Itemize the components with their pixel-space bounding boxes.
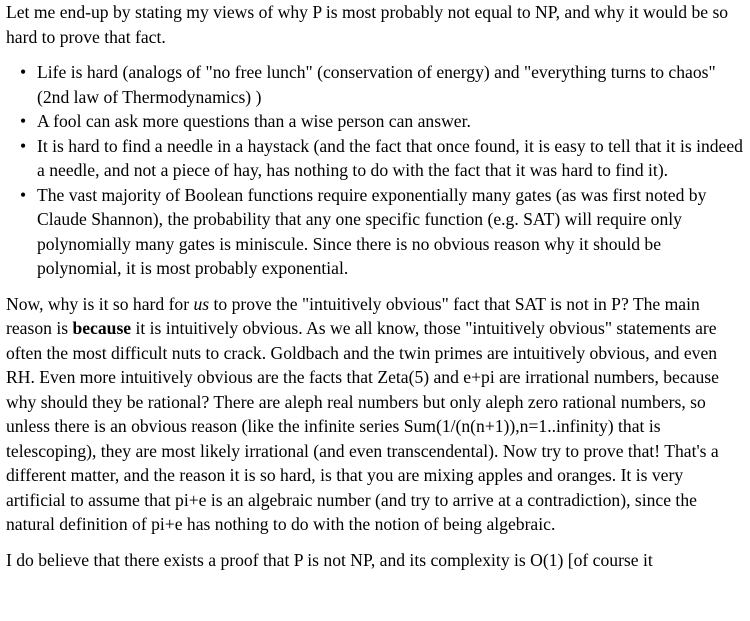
intro-paragraph: Let me end-up by stating my views of why P is most probably not equal to NP, and why it would be so hard to prove that fact. xyxy=(6,2,729,47)
list-item xyxy=(20,109,746,134)
list-item xyxy=(20,134,746,183)
list-item xyxy=(20,60,746,109)
bullet-icon: • xyxy=(20,111,27,131)
bullet-icon: • xyxy=(20,135,27,156)
bullet-icon: • xyxy=(20,184,27,205)
emphasis-us: us xyxy=(193,293,210,314)
list-item xyxy=(20,183,746,281)
para2-text-b: to prove the "intuitively obvious" fact that SAT is not in P? The main reason is xyxy=(6,293,700,338)
para2-text-c: it is intuitively obvious. As we all know, those "intuitively obvious" statements are often the most difficult nuts to crack. Goldbach and the twin primes are intuitively obvious, and even RH. Even more intuitively obvious are the facts that Zeta(5) and e+pi are irrational numbers, because why should they be rational? There are aleph real numbers but only aleph zero rational numbers, so unless there is an obvious reason (like the infinite series Sum(1/(n(n+1)),n=1..infinity) that is telescoping), they are most likely irrational (and even transcendental). Now try to prove that! That's a different matter, and the reason it is so hard, is that you are mixing apples and oranges. It is very artificial to assume that pi+e is an algebraic number (and try to arrive at a contradiction), since the natural definition of pi+e has nothing to do with the notion of being algebraic. xyxy=(6,318,719,534)
list-item-text: It is hard to find a needle in a haystack (and the fact that once found, it is easy to tell that it is indeed a needle, and not a piece of hay, has nothing to do with the fact that it was hard to find it). xyxy=(37,135,743,180)
list-item-text: The vast majority of Boolean functions require exponentially many gates (as was first noted by Claude Shannon), the probability that any one specific function (e.g. SAT) will require only polynomially many gates is miniscule. Since there is no obvious reason why it should be polynomial, it is most probably exponential. xyxy=(37,184,707,278)
reasons-list xyxy=(6,60,746,281)
belief-paragraph: I do believe that there exists a proof that P is not NP, and its complexity is O(1) [of course it xyxy=(6,549,653,570)
strong-because: because xyxy=(72,318,132,338)
list-item-text: Life is hard (analogs of "no free lunch" (conservation of energy) and "everything turns to chaos" (2nd law of Thermodynamics) ) xyxy=(37,62,716,107)
bullet-icon: • xyxy=(20,62,27,82)
document-body xyxy=(6,0,746,572)
list-item-text: A fool can ask more questions than a wise person can answer. xyxy=(37,111,471,131)
why-hard-paragraph xyxy=(6,292,746,537)
para2-text-a: Now, why is it so hard for xyxy=(6,293,194,314)
